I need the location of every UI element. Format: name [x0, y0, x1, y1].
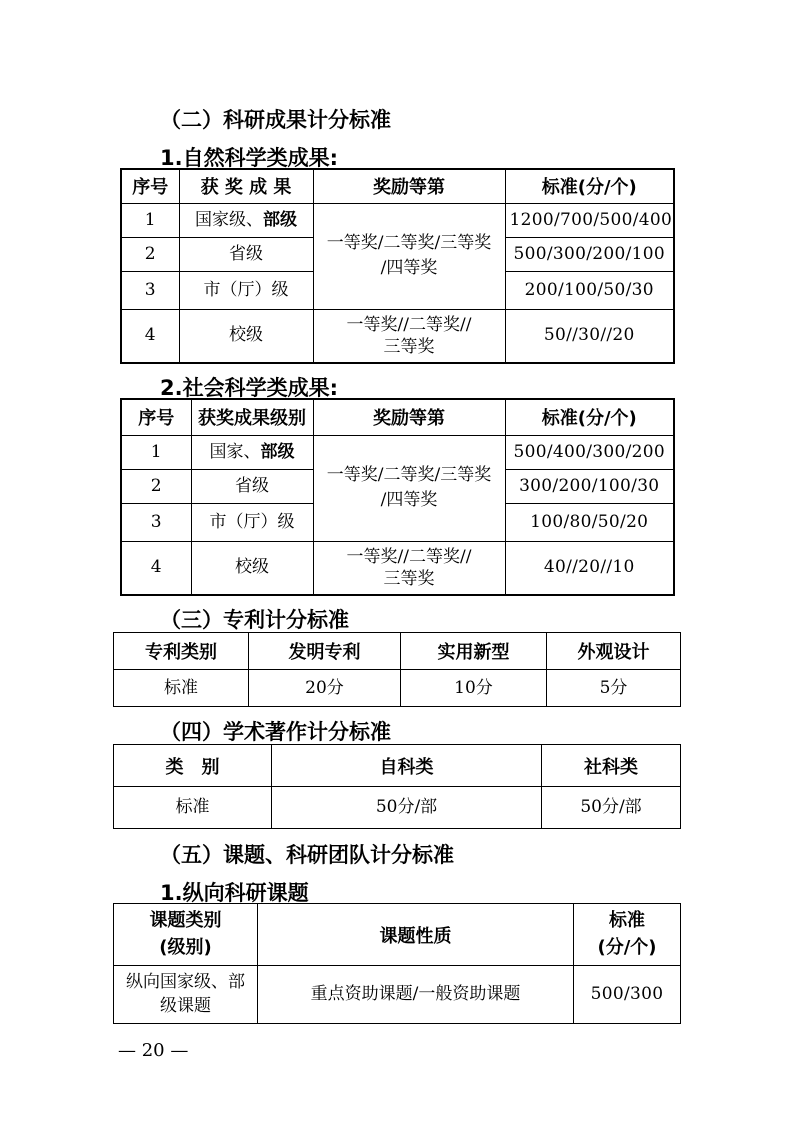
page-number: — 20 —: [118, 1040, 189, 1061]
header-invention: 发明专利: [249, 633, 401, 670]
row-level: 校级: [191, 541, 313, 595]
row-level: 国家、部级: [191, 435, 313, 469]
row-award-merged: 一等奖/二等奖/三等奖 /四等奖: [313, 435, 505, 541]
natural-science-table: [120, 168, 675, 364]
row-value: 20分: [249, 670, 401, 707]
table-row: [121, 203, 674, 237]
header-design: 外观设计: [547, 633, 681, 670]
row-label: 纵向国家级、部 级课题: [114, 966, 258, 1024]
row-no: 1: [121, 203, 179, 237]
row-standard: 50//30//20: [505, 309, 674, 363]
row-award: 一等奖//二等奖// 三等奖: [313, 541, 505, 595]
monograph-table: [113, 744, 681, 829]
section-2-title: （二）科研成果计分标准: [160, 108, 391, 132]
row-no: 1: [121, 435, 191, 469]
table-row: [121, 309, 674, 363]
vertical-projects-subtitle: 1.纵向科研课题: [160, 881, 309, 905]
row-value: 10分: [401, 670, 547, 707]
row-value: 5分: [547, 670, 681, 707]
table-row: [114, 966, 681, 1024]
row-value: 50分/部: [542, 787, 681, 829]
header-standard: 标准(分/个): [505, 169, 674, 203]
row-standard: 1200/700/500/400: [505, 203, 674, 237]
row-no: 2: [121, 237, 179, 271]
header-award: 奖励等第: [313, 169, 505, 203]
patent-table: [113, 632, 681, 707]
header-utility-model: 实用新型: [401, 633, 547, 670]
social-science-table: [120, 398, 675, 596]
row-standard: 200/100/50/30: [505, 271, 674, 309]
header-natural: 自科类: [272, 745, 542, 787]
row-label: 标准: [114, 670, 249, 707]
section-4-title: （四）学术著作计分标准: [160, 720, 391, 744]
row-standard: 500/300/200/100: [505, 237, 674, 271]
section-3-title: （三）专利计分标准: [160, 608, 349, 632]
header-patent-type: 专利类别: [114, 633, 249, 670]
social-science-subtitle: 2.社会科学类成果:: [160, 376, 338, 400]
header-award: 奖励等第: [313, 399, 505, 435]
section-5-title: （五）课题、科研团队计分标准: [160, 843, 454, 867]
row-value: 重点资助课题/一般资助课题: [258, 966, 574, 1024]
row-level: 市（厅）级: [191, 503, 313, 541]
header-standard: 标准(分/个): [505, 399, 674, 435]
row-level: 国家级、部级: [179, 203, 313, 237]
row-standard: 300/200/100/30: [505, 469, 674, 503]
row-standard: 40//20//10: [505, 541, 674, 595]
header-level: 获奖成果级别: [191, 399, 313, 435]
row-award: 一等奖//二等奖// 三等奖: [313, 309, 505, 363]
header-project-category: 课题类别 (级别): [114, 904, 258, 966]
row-award-merged: 一等奖/二等奖/三等奖 /四等奖: [313, 203, 505, 309]
header-category: 类 别: [114, 745, 272, 787]
row-standard: 500/400/300/200: [505, 435, 674, 469]
row-value: 50分/部: [272, 787, 542, 829]
header-no: 序号: [121, 399, 191, 435]
row-standard: 100/80/50/20: [505, 503, 674, 541]
header-project-standard: 标准 (分/个): [574, 904, 681, 966]
row-no: 3: [121, 271, 179, 309]
row-no: 3: [121, 503, 191, 541]
table-row: [121, 541, 674, 595]
row-no: 4: [121, 541, 191, 595]
row-label: 标准: [114, 787, 272, 829]
header-project-nature: 课题性质: [258, 904, 574, 966]
row-level: 省级: [179, 237, 313, 271]
row-level: 省级: [191, 469, 313, 503]
header-achievement: 获 奖 成 果: [179, 169, 313, 203]
projects-table: [113, 903, 681, 1024]
header-social: 社科类: [542, 745, 681, 787]
row-level: 校级: [179, 309, 313, 363]
row-value: 500/300: [574, 966, 681, 1024]
row-no: 2: [121, 469, 191, 503]
natural-science-subtitle: 1.自然科学类成果:: [160, 146, 338, 170]
header-no: 序号: [121, 169, 179, 203]
table-row: [121, 435, 674, 469]
table-row: [114, 787, 681, 829]
table-row: [114, 670, 681, 707]
row-level: 市（厅）级: [179, 271, 313, 309]
row-no: 4: [121, 309, 179, 363]
